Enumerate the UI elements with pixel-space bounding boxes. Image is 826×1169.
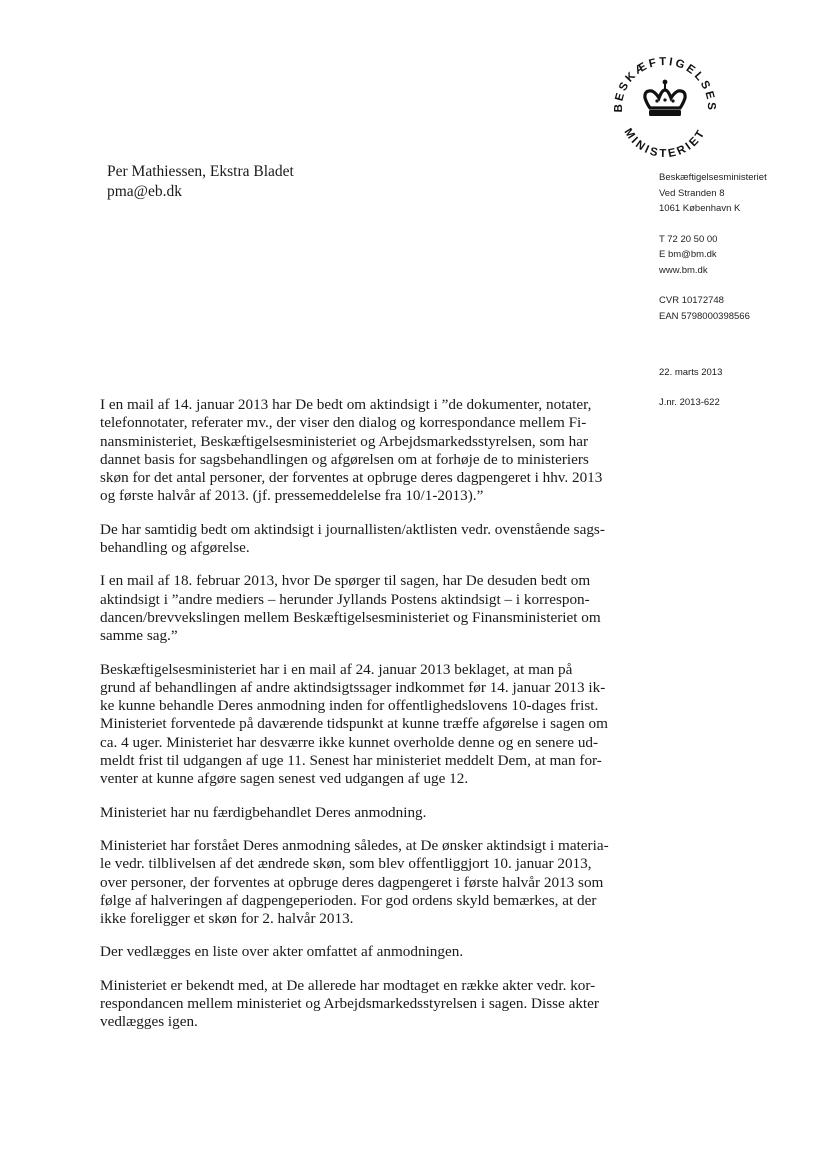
logo-text-bottom: MINISTERIET: [621, 126, 709, 160]
paragraph: Ministeriet har nu færdigbehandlet Deres anmodning.: [100, 803, 427, 821]
crown-icon: [645, 80, 685, 116]
recipient-name: Per Mathiessen, Ekstra Bladet: [107, 163, 294, 180]
sender-ean: EAN 5798000398566: [659, 310, 750, 322]
sender-phone: T 72 20 50 00: [659, 233, 718, 245]
paragraph: Ministeriet har forstået Deres anmodning således, at De ønsker aktindsigt i materia- le vedr. tilblivelsen af det ændrede skøn, som blev offentliggjort 10. januar 2013, over personer, der forventes at opbruge deres dagpengeret i første halvår 2013 som følge af halveringen af dagpengeperioden. For god ordens skyld bemærkes, at der ikke foreligger et skøn for 2. halvår 2013.: [100, 836, 609, 928]
paragraph: De har samtidig bedt om aktindsigt i journallisten/aktlisten vedr. ovenstående sags- behandling og afgørelse.: [100, 520, 605, 557]
svg-text:MINISTERIET: [621, 127, 708, 160]
paragraph: Der vedlægges en liste over akter omfattet af anmodningen.: [100, 943, 464, 961]
sender-org: Beskæftigelsesministeriet: [659, 172, 767, 183]
sender-web: www.bm.dk: [659, 264, 708, 276]
ministry-logo: [600, 40, 730, 160]
sender-street: Ved Stranden 8: [659, 187, 725, 199]
ministry-seal: [600, 40, 730, 160]
sender-address: [659, 170, 767, 324]
journal-number: J.nr. 2013-622: [659, 397, 720, 408]
sender-email: E bm@bm.dk: [659, 249, 717, 260]
recipient-block: [107, 162, 294, 202]
letter-body: [100, 396, 620, 1047]
letter-date: 22. marts 2013: [659, 367, 723, 378]
paragraph: Ministeriet er bekendt med, at De allerede har modtaget en række akter vedr. kor- respondancen mellem ministeriet og Arbejdsmarkedsstyrelsen i sagen. Disse akter vedlægges igen.: [100, 976, 599, 1031]
paragraph: Beskæftigelsesministeriet har i en mail af 24. januar 2013 beklaget, at man på grund af behandlingen af andre aktindsigtssager indkommet før 14. januar 2013 ik- ke kunne behandle Deres anmodning inden for offentlighedslovens 10-dages frist. Ministeriet forventede på daværende tidspunkt at kunne træffe afgørelse i sagen om ca. 4 uger. Ministeriet har desværre ikke kunnet overholde denne og en senere ud- meldt frist til udgangen af uge 11. Senest har ministeriet meddelt Dem, at man for- venter at kunne afgøre sagen senest ved udgangen af uge 12.: [100, 660, 608, 788]
sender-cvr: CVR 10172748: [659, 295, 724, 306]
recipient-email: pma@eb.dk: [107, 183, 182, 200]
paragraph: I en mail af 14. januar 2013 har De bedt om aktindsigt i ”de dokumenter, notater, telefonnotater, referater mv., der viser den dialog og korrespondance mellem Fi- nansministeriet, Beskæftigelsesministeriet og Arbejdsmarkedsstyrelsen, som har dannet basis for sagsbehandlingen og afgørelsen om at forhøje de to ministeriers skøn for det antal personer, der forventes at opbruge deres dagpengeret i hhv. 2013 og første halvår af 2013. (jf. pressemeddelelse fra 10/1-2013).”: [100, 396, 603, 505]
logo-text-top: BESKÆFTIGELSES: [612, 55, 718, 113]
paragraph: I en mail af 18. februar 2013, hvor De spørger til sagen, har De desuden bedt om aktindsigt i ”andre mediers – herunder Jyllands Postens aktindsigt – i korrespon- dancen/brevvekslingen mellem Beskæftigelsesministeriet og Finansministeriet om samme sag.”: [100, 572, 601, 645]
sender-city: 1061 København K: [659, 203, 741, 214]
